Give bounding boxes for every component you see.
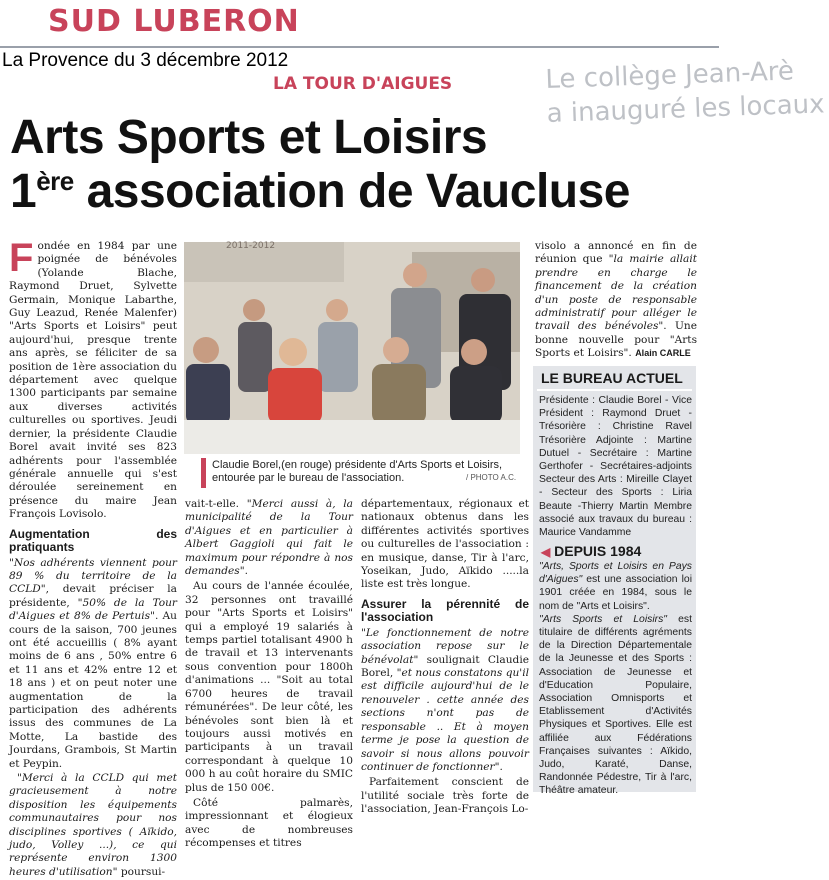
text: visolo a annoncé en fin de réunion que (535, 240, 697, 266)
paragraph (361, 627, 529, 774)
photo-illustration (184, 242, 520, 454)
article-column-4 (535, 240, 697, 362)
ghost-line: Le collège Jean-Arè (544, 56, 795, 96)
ghost-line: a inauguré les locaux (546, 89, 825, 129)
author-signature: Alain CARLE (635, 348, 691, 359)
quote: "Le fonctionnement de notre association repose sur le bénévolat" (361, 626, 529, 666)
sidebar-title: LE BUREAU ACTUEL (541, 370, 683, 386)
subheading-perennite: Assurer la pérennité de l'association (361, 596, 529, 624)
paragraph: Côté palmarès, impressionnant et élogieux avec de nombreuses récompenses et titres (185, 796, 353, 850)
history-text (539, 560, 692, 798)
section-heading: SUD LUBERON (48, 4, 300, 39)
poster-year: 2011-2012 (226, 241, 276, 251)
headline-rest: association de Vaucluse (73, 165, 630, 218)
quote: "la mairie allait prendre en charge le financement de la création d'un poste de responsable administratif pour alléger le travail des bénévoles" (535, 253, 697, 333)
drop-cap: F (9, 236, 34, 280)
paragraph: Au cours de l'année écoulée, 32 personnes ont travaillé pour "Arts Sports et Loisirs" qui a employé 19 salariés à temps partiel totalisant 4900 h de travail et 13 intervenants sous convention pour 1800h d'animations ... "Soit au total 6700 heures de travail rémunérées". De leur côté, les bénévoles sont bien là et toujours aussi motivés en participants à un travail correspondant à quelque 10 000 h au coût horaire du SMIC plus de 150 00€. (185, 580, 353, 794)
text: soulignait Claudie Borel, (361, 653, 529, 680)
paragraph (539, 613, 692, 798)
headline-line-2 (10, 164, 630, 219)
photo-credit: / PHOTO A.C. (466, 473, 517, 482)
photo-caption: Claudie Borel,(en rouge) présidente d'Arts Sports et Loisirs, entourée par le bureau de l'association. (212, 459, 503, 484)
text: . (499, 760, 503, 773)
article-column-1 (9, 236, 177, 880)
quote: "50% de la Tour d'Aigues et 8% de Pertuis" (9, 596, 177, 623)
table (184, 420, 520, 454)
sidebar-subtitle (541, 543, 641, 559)
paragraph (539, 560, 692, 613)
headline-line-1: Arts Sports et Loisirs (10, 111, 488, 164)
quote: "Arts, Sports et Loisirs en Pays d'Aigues" (539, 561, 692, 586)
source-line: La Provence du 3 décembre 2012 (2, 50, 289, 71)
quote: "Nos adhérents viennent pour 89 % du territoire de la CCLD" (9, 556, 177, 596)
caption-marker (201, 458, 206, 488)
sidebar-subtitle-text: DEPUIS 1984 (554, 543, 642, 559)
text: poursui- (117, 865, 166, 878)
quote: "Merci à la CCLD qui met gracieusement à notre disposition les équipements communautaires pour nos disciplines sportives ( Aïkido, judo, Volley ...), ce qui représente environ 1300 heures d'utilisation" (9, 772, 177, 878)
text: . Une bonne nouvelle pour "Arts Sports et Loisirs". (535, 320, 697, 360)
text: est titulaire de différents agréments de la Direction Départementale de la Jeunesse et des Sports : Association de Jeunesse et d'Education Populaire, Association Omnisports et Etablissement d'Activités Physiques et Sportives. Elle est affiliée aux Fédérations Françaises suivantes : Aïkido, Judo, Karaté, Danse, Randonnée Pédestre, Tir à l'arc, Théâtre amateur. (539, 613, 693, 797)
city-kicker: LA TOUR D'AIGUES (273, 74, 453, 94)
arrow-icon: ◀ (541, 545, 551, 559)
article-column-3 (361, 498, 529, 818)
text: vait-t-elle. (185, 498, 247, 510)
bureau-list: Présidente : Claudie Borel - Vice Président : Raymond Druet - Trésorière : Christine Ravel Trésorière Adjointe : Martine Dutuel - Secrétaire : Martine Gerthofer - Secrétaires-adjoints Secteur des Arts : Mireille Clayet - Secteur des Sports : Liria Beaute -Thierry Martin Membre associé aux travaux du bureau : Maurice Vandamme (539, 395, 692, 539)
text: , devait préciser la présidente, (9, 583, 177, 609)
text: . (244, 565, 248, 578)
lead-paragraph (9, 236, 177, 522)
text: est une association loi 1901 créée en 1984, sous le nom de "Arts et Loisirs". (539, 574, 692, 612)
quote: "et nous constatons qu'il est difficile aujourd'hui de le renouveler . cette année des sections n'ont pas de responsable .. Et à moyen terme je pose la question de savoir si nous allons pouvoir continuer de fonctionner" (361, 667, 529, 773)
paragraph: départementaux, régionaux et nationaux obtenus dans les différentes activités sportives ou culturelles de l'association : en musique, danse, Tir à l'arc, Yoseikan, Judo, Aïkido .....la liste est très longue. (361, 498, 529, 591)
paragraph (9, 557, 177, 772)
header-rule (0, 46, 719, 48)
paragraph (535, 240, 697, 361)
lead-text: ondée en 1984 par une poignée de bénévoles (Yolande Blache, Raymond Druet, Sylvette Germain, Monique Labarthe, Guy Leazud, Renée Malenfer) "Arts Sports et Loisirs" peut aujourd'hui, presque trente ans après, se féliciter de sa position de 1ère association du département avec quelque 1300 participants par semaine aux diverses activités culturelles ou sportives. Jeudi dernier, la présidente Claudie Borel avait invité ses 823 adhérents pour l'assemblée générale annuelle qui s'est déroulée sereinement en présence du maire Jean François Lovisolo. (9, 240, 177, 521)
text: . Au cours de la saison, 700 jeunes ont été accueillis ( 8% ayant moins de 6 ans , 50% entre 6 et 11 ans et 42% entre 12 et 18 ans ) et on peut noter une augmentation de la participation des adhérents issus des communes de La Motte, La bastide des Jourdans, Grambois, St Martin et Peypin. (9, 610, 177, 770)
sidebar-rule (537, 389, 692, 391)
paragraph (9, 772, 177, 879)
article-column-2 (185, 498, 353, 852)
paragraph (185, 498, 353, 578)
headline-superscript: ère (36, 166, 74, 196)
quote: "Arts Sports et Loisirs" (539, 613, 667, 625)
quote: "Merci aussi à, la municipalité de la Tour d'Aigues et en particulier à Albert Gaggioli qui fait le maximum pour répondre à nos demandes" (185, 498, 353, 578)
headline-number: 1 (10, 165, 37, 218)
paragraph: Parfaitement conscient de l'utilité sociale très forte de l'association, Jean-François Lo- (361, 776, 529, 816)
subheading-pratiquants: Augmentation des pratiquants (9, 526, 177, 554)
group-photo (184, 242, 520, 454)
